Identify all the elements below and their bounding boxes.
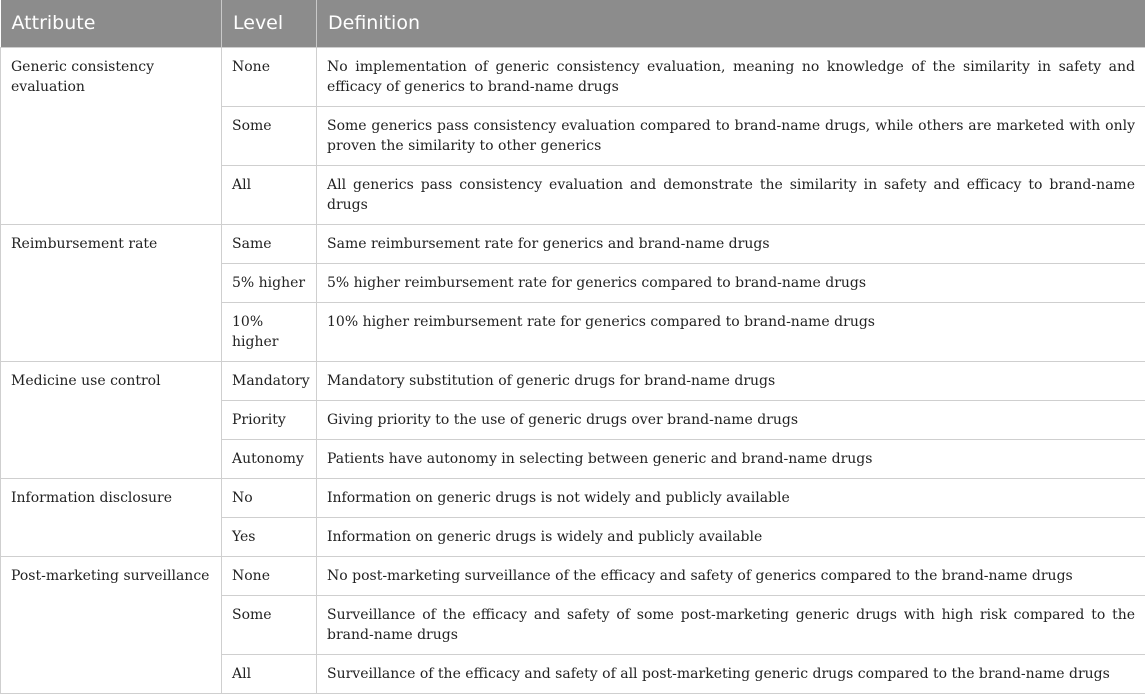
definition-cell: Giving priority to the use of generic drugs over brand-name drugs bbox=[317, 400, 1145, 439]
definition-cell: Same reimbursement rate for generics and brand-name drugs bbox=[317, 224, 1145, 263]
level-cell: None bbox=[222, 556, 317, 595]
table-row bbox=[1, 47, 1145, 106]
definition-cell: All generics pass consistency evaluation and demonstrate the similarity in safety and efficacy to brand-name drugs bbox=[317, 165, 1145, 224]
definition-cell: Mandatory substitution of generic drugs for brand-name drugs bbox=[317, 361, 1145, 400]
level-cell: Some bbox=[222, 106, 317, 165]
definition-cell: Surveillance of the efficacy and safety of all post-marketing generic drugs compared to the brand-name drugs bbox=[317, 654, 1145, 693]
level-cell: 10% higher bbox=[222, 302, 317, 361]
table-header-row bbox=[1, 0, 1145, 47]
level-cell: Same bbox=[222, 224, 317, 263]
level-cell: 5% higher bbox=[222, 263, 317, 302]
level-cell: No bbox=[222, 478, 317, 517]
definition-cell: Surveillance of the efficacy and safety of some post-marketing generic drugs with high risk compared to the brand-name drugs bbox=[317, 595, 1145, 654]
level-cell: All bbox=[222, 654, 317, 693]
header-attribute: Attribute bbox=[1, 0, 222, 47]
level-cell: Mandatory bbox=[222, 361, 317, 400]
level-cell: None bbox=[222, 47, 317, 106]
attribute-cell: Generic consistency evaluation bbox=[1, 47, 222, 224]
definition-cell: Information on generic drugs is widely and publicly available bbox=[317, 517, 1145, 556]
attribute-cell: Post-marketing surveillance bbox=[1, 556, 222, 693]
definition-cell: 5% higher reimbursement rate for generics compared to brand-name drugs bbox=[317, 263, 1145, 302]
attribute-cell: Information disclosure bbox=[1, 478, 222, 556]
attribute-cell: Reimbursement rate bbox=[1, 224, 222, 361]
level-cell: All bbox=[222, 165, 317, 224]
definition-cell: 10% higher reimbursement rate for generics compared to brand-name drugs bbox=[317, 302, 1145, 361]
header-level: Level bbox=[222, 0, 317, 47]
definition-cell: Information on generic drugs is not widely and publicly available bbox=[317, 478, 1145, 517]
level-cell: Autonomy bbox=[222, 439, 317, 478]
table-row bbox=[1, 224, 1145, 263]
definition-cell: Patients have autonomy in selecting between generic and brand-name drugs bbox=[317, 439, 1145, 478]
definition-cell: No post-marketing surveillance of the efficacy and safety of generics compared to the brand-name drugs bbox=[317, 556, 1145, 595]
table-row bbox=[1, 556, 1145, 595]
level-cell: Priority bbox=[222, 400, 317, 439]
attribute-cell: Medicine use control bbox=[1, 361, 222, 478]
level-cell: Some bbox=[222, 595, 317, 654]
level-cell: Yes bbox=[222, 517, 317, 556]
table-row bbox=[1, 478, 1145, 517]
definition-cell: No implementation of generic consistency evaluation, meaning no knowledge of the similarity in safety and efficacy of generics to brand-name drugs bbox=[317, 47, 1145, 106]
table-row bbox=[1, 361, 1145, 400]
definition-cell: Some generics pass consistency evaluation compared to brand-name drugs, while others are marketed with only proven the similarity to other generics bbox=[317, 106, 1145, 165]
header-definition: Definition bbox=[317, 0, 1145, 47]
